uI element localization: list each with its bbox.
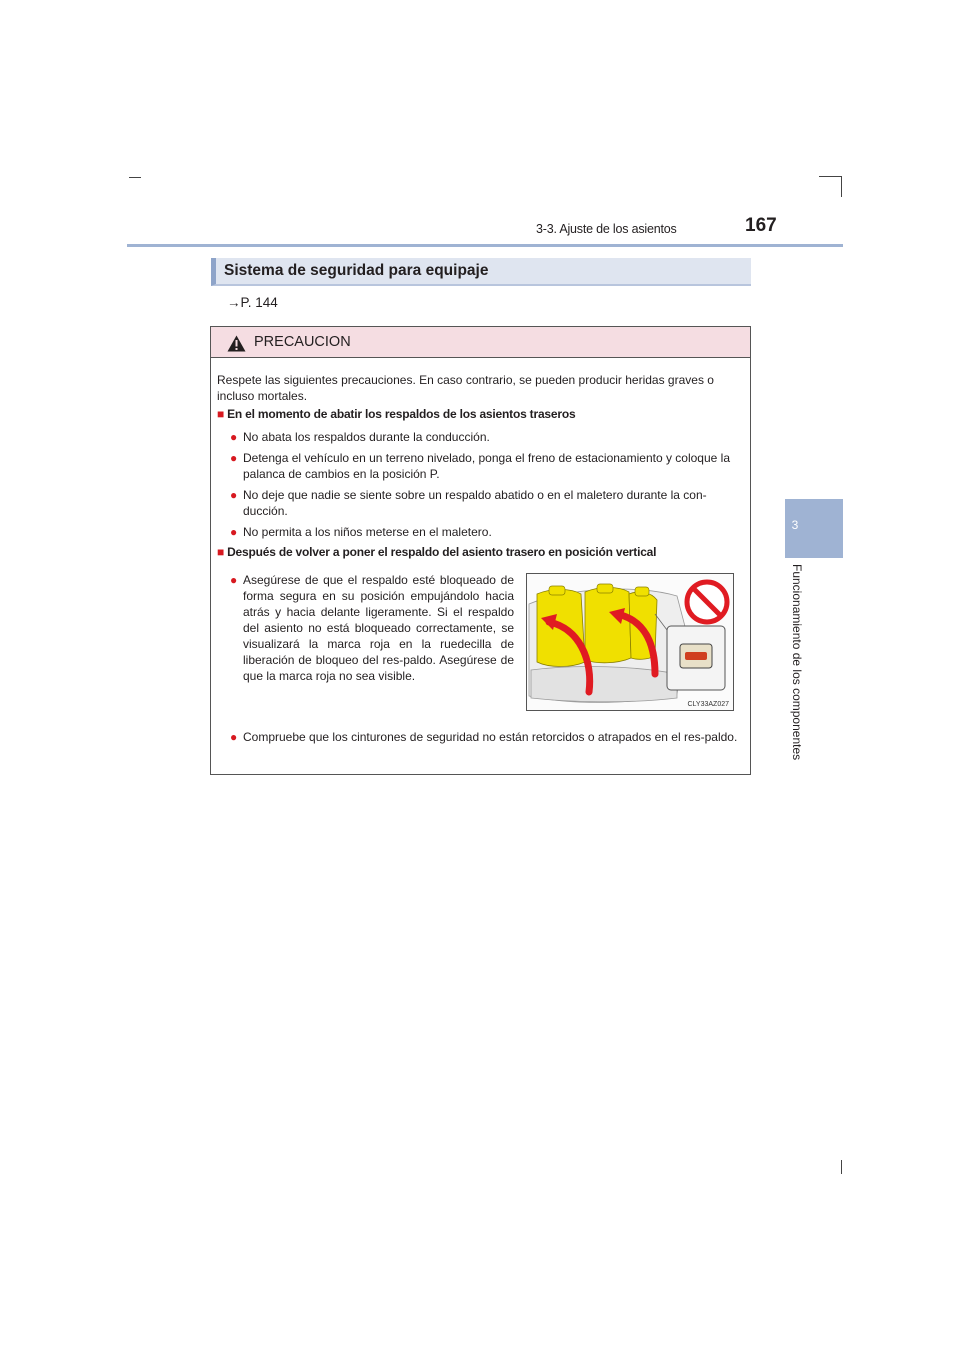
bullet-dot-icon: ● [230,488,238,502]
caution-item [230,572,514,684]
crop-mark [841,1160,842,1174]
section-label: 3-3. Ajuste de los asientos [536,222,677,236]
chapter-tab [785,499,843,558]
caution-box [210,326,751,775]
warning-triangle-icon [227,335,246,352]
caution-item-text: No abata los respaldos durante la conducción. [243,430,490,444]
caution-intro: Respete las siguientes precauciones. En caso contrario, se pueden producir heridas graves o incluso mortales. [217,373,714,403]
seat-illustration-drawing [527,574,734,711]
caution-item [230,450,746,482]
header-rule [127,244,843,247]
subheading-text: En el momento de abatir los respaldos de los asientos traseros [227,407,576,421]
caution-item [230,429,746,445]
figure-code: CLY33AZ027 [687,701,729,708]
chapter-number: 3 [791,518,799,532]
caution-subheading [217,545,656,559]
bullet-dot-icon: ● [230,730,238,744]
seat-back-illustration [526,573,734,711]
square-bullet-icon: ■ [217,545,225,559]
caution-item [230,729,746,745]
bullet-dot-icon: ● [230,525,238,539]
caution-item-text: Compruebe que los cinturones de seguridad no están retorcidos o atrapados en el res-paldo. [243,730,738,744]
page-number: 167 [745,215,777,236]
caution-header [211,327,750,358]
crop-mark [841,176,842,197]
caution-subheading [217,407,575,421]
caution-item-text: No permita a los niños meterse en el maletero. [243,525,492,539]
crop-mark [129,177,141,178]
section-heading: Sistema de seguridad para equipaje [211,258,751,286]
crop-mark [819,176,841,177]
caution-item [230,487,746,519]
bullet-dot-icon: ● [230,430,238,444]
caution-title: PRECAUCION [254,334,351,350]
square-bullet-icon: ■ [217,407,225,421]
subheading-text: Después de volver a poner el respaldo del asiento trasero en posición vertical [227,545,657,559]
caution-item-text: Asegúrese de que el respaldo esté bloqueado de forma segura en su posición empujándolo hacia atrás y hacia delante ligeramente. Si el respaldo del asiento no está bloqueado correctamente, se visualizará la marca roja en la ruedecilla de liberación de bloqueo del res-paldo. Asegúrese de que la marca roja no sea visible. [243,573,514,683]
caution-item-text: No deje que nadie se siente sobre un respaldo abatido o en el maletero durante la con-ducción. [243,488,707,518]
bullet-dot-icon: ● [230,451,238,465]
caution-item-text: Detenga el vehículo en un terreno nivelado, ponga el freno de estacionamiento y coloque la palanca de cambios en la posición P. [243,451,731,481]
caution-item [230,524,746,540]
page-reference: →P. 144 [227,295,278,310]
chapter-title: Funcionamiento de los componentes [790,564,804,761]
bullet-dot-icon: ● [230,573,238,587]
